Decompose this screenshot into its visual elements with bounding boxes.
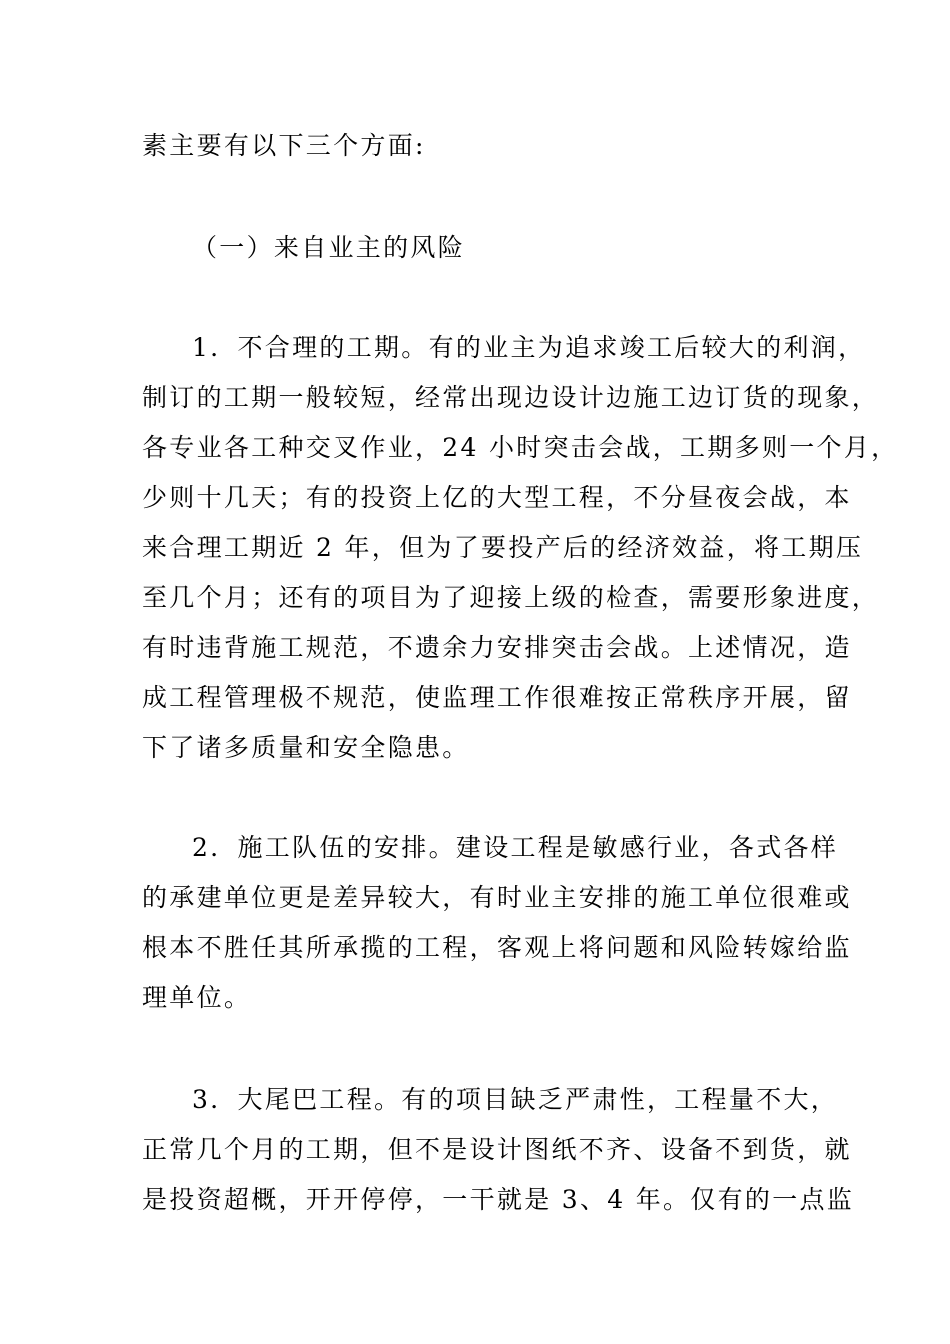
- paragraph-line: 有时违背施工规范，不遗余力安排突击会战。上述情况，造: [142, 633, 852, 662]
- paragraph-line: 素主要有以下三个方面:: [142, 131, 426, 160]
- paragraph-line: 下了诸多质量和安全隐患。: [142, 733, 470, 762]
- paragraph-line: 成工程管理极不规范，使监理工作很难按正常秩序开展，留: [142, 683, 852, 712]
- paragraph-line: 1．不合理的工期。有的业主为追求竣工后较大的利润，: [192, 333, 866, 362]
- paragraph-line: 制订的工期一般较短，经常出现边设计边施工边订货的现象，: [142, 383, 880, 412]
- paragraph-line: 2．施工队伍的安排。建设工程是敏感行业，各式各样: [192, 833, 839, 862]
- paragraph-line: 理单位。: [142, 983, 252, 1012]
- paragraph-line: 少则十几天；有的投资上亿的大型工程，不分昼夜会战，本: [142, 483, 852, 512]
- paragraph-line: 正常几个月的工期，但不是设计图纸不齐、设备不到货，就: [142, 1135, 852, 1164]
- paragraph-line: 的承建单位更是差异较大，有时业主安排的施工单位很难或: [142, 883, 852, 912]
- paragraph-line: 3．大尾巴工程。有的项目缺乏严肃性，工程量不大，: [192, 1085, 839, 1114]
- paragraph-line: 根本不胜任其所承揽的工程，客观上将问题和风险转嫁给监: [142, 933, 852, 962]
- paragraph-line: 来合理工期近 2 年，但为了要投产后的经济效益，将工期压: [142, 533, 864, 562]
- section-heading: （一）来自业主的风险: [192, 233, 466, 262]
- paragraph-line: 至几个月；还有的项目为了迎接上级的检查，需要形象进度，: [142, 583, 880, 612]
- paragraph-line: 各专业各工种交叉作业，24 小时突击会战，工期多则一个月，: [142, 433, 899, 462]
- paragraph-line: 是投资超概，开开停停，一干就是 3、4 年。仅有的一点监: [142, 1185, 855, 1214]
